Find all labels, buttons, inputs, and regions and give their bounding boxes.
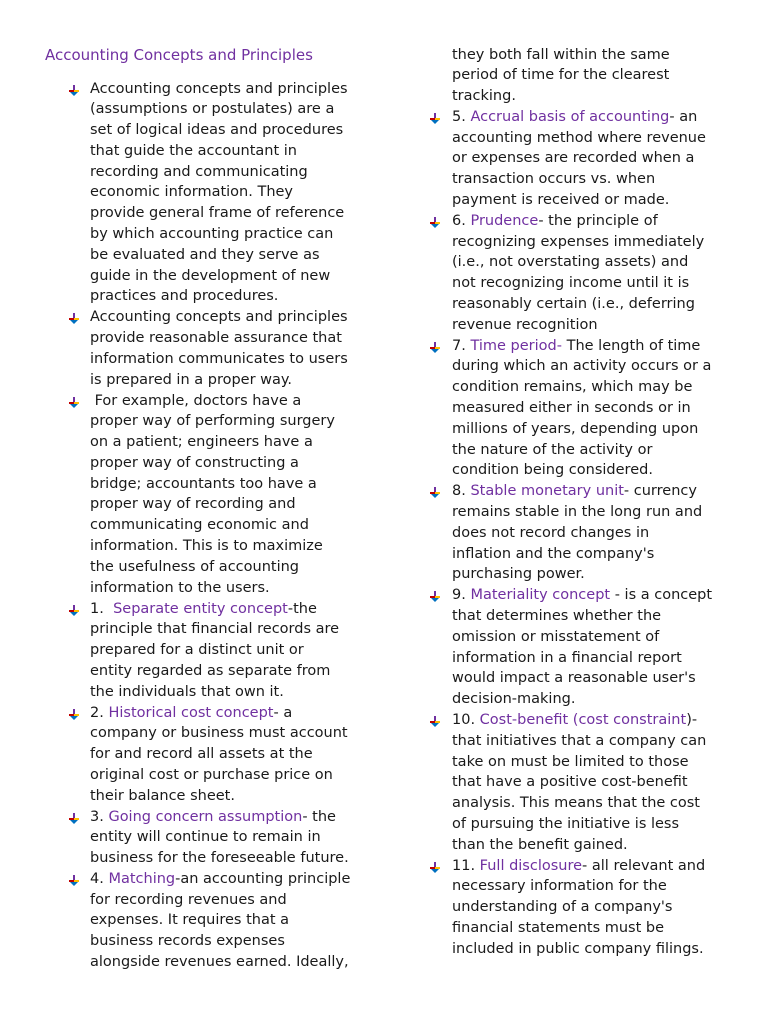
text-segment: the nature of the activity or [452, 441, 653, 458]
text-line [452, 606, 752, 627]
text-segment: accounting method where revenue [452, 129, 706, 146]
text-line [90, 141, 375, 162]
text-segment: bridge; accountants too have a [90, 475, 317, 492]
text-segment: remains stable in the long run and [452, 504, 703, 521]
text-line [90, 890, 375, 911]
paragraph [90, 599, 375, 703]
text-segment: proper way of performing surgery [90, 413, 335, 430]
text-segment: - an [669, 108, 698, 125]
text-segment: purchasing power. [452, 566, 585, 583]
text-line [90, 286, 375, 307]
text-segment: (i.e., not overstating assets) and [452, 254, 689, 271]
text-line [90, 786, 375, 807]
text-line [452, 710, 752, 731]
text-line [452, 398, 752, 419]
text-line [452, 169, 752, 190]
text-segment: prepared for a distinct unit or [90, 642, 304, 659]
text-line [452, 876, 752, 897]
text-segment: 10. [452, 712, 480, 729]
text-segment: -an accounting principle [175, 870, 351, 887]
text-line [452, 148, 752, 169]
text-line [90, 682, 375, 703]
text-segment: 5. [452, 108, 471, 125]
text-segment: for and record all assets at the [90, 746, 313, 763]
text-line [452, 689, 752, 710]
text-segment: necessary information for the [452, 878, 667, 895]
text-line [90, 328, 375, 349]
text-segment: understanding of a company's [452, 899, 673, 916]
text-segment: The length of time [561, 337, 701, 354]
text-segment: principle that financial records are [90, 621, 340, 638]
text-line [90, 453, 375, 474]
text-segment: provide reasonable assurance that [90, 330, 342, 347]
text-line [452, 772, 752, 793]
text-segment: decision-making. [452, 691, 576, 708]
text-line [90, 557, 375, 578]
text-segment: Accounting concepts and principles [90, 309, 348, 326]
text-segment: than the benefit gained. [452, 836, 628, 853]
bullet-arrow-icon [428, 860, 442, 874]
text-line [90, 931, 375, 952]
text-segment: 11. [452, 857, 480, 874]
text-segment: that determines whether the [452, 608, 662, 625]
text-segment: payment is received or made. [452, 192, 670, 209]
bullet-arrow-icon [428, 111, 442, 125]
text-line [452, 273, 752, 294]
paragraph [90, 703, 375, 807]
concept-term: Separate entity concept [113, 600, 288, 617]
text-line [90, 599, 375, 620]
text-segment: business for the foreseeable future. [90, 850, 349, 867]
text-segment: - the [302, 808, 336, 825]
text-line [452, 814, 752, 835]
text-segment: 2. [90, 704, 109, 721]
text-line [90, 848, 375, 869]
paragraph [452, 585, 752, 710]
text-line [452, 585, 752, 606]
bullet-arrow-icon [67, 395, 81, 409]
text-segment: for recording revenues and [90, 891, 287, 908]
text-segment: original cost or purchase price on [90, 766, 333, 783]
text-segment: during which an activity occurs or a [452, 358, 712, 375]
text-line [90, 79, 375, 100]
text-line [90, 182, 375, 203]
text-line [452, 336, 752, 357]
text-line [452, 211, 752, 232]
text-line [90, 619, 375, 640]
bullet-arrow-icon [428, 714, 442, 728]
text-line [452, 918, 752, 939]
text-line [90, 432, 375, 453]
text-segment: revenue recognition [452, 316, 598, 333]
text-segment: inflation and the company's [452, 545, 655, 562]
text-segment: condition remains, which may be [452, 379, 693, 396]
text-line [90, 307, 375, 328]
concept-term: Accrual basis of accounting [470, 108, 670, 125]
text-segment: entity regarded as separate from [90, 662, 331, 679]
text-line [452, 377, 752, 398]
paragraph [90, 869, 375, 973]
text-line [90, 203, 375, 224]
text-line [90, 703, 375, 724]
text-segment: provide general frame of reference [90, 205, 345, 222]
text-segment: information. This is to maximize [90, 538, 323, 555]
text-segment: millions of years, depending upon [452, 420, 699, 437]
text-line [452, 731, 752, 752]
concept-term: Matching [108, 870, 176, 887]
text-line [452, 65, 752, 86]
text-segment: - a [273, 704, 293, 721]
text-line [90, 349, 375, 370]
text-segment: 8. [452, 483, 471, 500]
text-line [90, 869, 375, 890]
text-segment: set of logical ideas and procedures [90, 122, 344, 139]
text-segment: information to the users. [90, 579, 270, 596]
text-segment: condition being considered. [452, 462, 653, 479]
bullet-arrow-icon [67, 311, 81, 325]
concept-term: Full disclosure [479, 857, 583, 874]
bullet-arrow-icon [67, 603, 81, 617]
page-title: Accounting Concepts and Principles [45, 46, 313, 64]
text-segment: proper way of recording and [90, 496, 296, 513]
text-line [90, 578, 375, 599]
text-segment: or expenses are recorded when a [452, 150, 695, 167]
paragraph [452, 211, 752, 336]
text-segment: take on must be limited to those [452, 753, 689, 770]
text-segment: tracking. [452, 88, 516, 105]
text-line [452, 45, 752, 66]
text-segment: information communicates to users [90, 350, 348, 367]
text-line [90, 807, 375, 828]
text-line [90, 120, 375, 141]
concept-term: Prudence [470, 212, 539, 229]
text-line [90, 827, 375, 848]
text-line [452, 752, 752, 773]
text-line [452, 856, 752, 877]
text-line [452, 523, 752, 544]
text-segment: 1. [90, 600, 114, 617]
text-segment: economic information. They [90, 184, 294, 201]
text-line [90, 536, 375, 557]
text-line [90, 266, 375, 287]
paragraph [90, 307, 375, 390]
text-line [90, 910, 375, 931]
text-segment: information in a financial report [452, 649, 682, 666]
text-segment: not recognizing income until it is [452, 275, 690, 292]
text-segment: the usefulness of accounting [90, 558, 299, 575]
bullet-arrow-icon [428, 215, 442, 229]
text-line [452, 460, 752, 481]
text-segment: that have a positive cost-benefit [452, 774, 688, 791]
text-segment: they both fall within the same [452, 46, 670, 63]
text-line [452, 564, 752, 585]
text-line [90, 391, 375, 412]
text-segment: recognizing expenses immediately [452, 233, 705, 250]
bullet-arrow-icon [67, 83, 81, 97]
text-segment: communicating economic and [90, 517, 309, 534]
text-segment: is prepared in a proper way. [90, 371, 293, 388]
text-line [90, 494, 375, 515]
paragraph [452, 481, 752, 585]
text-line [90, 515, 375, 536]
text-segment: recording and communicating [90, 163, 308, 180]
text-segment: omission or misstatement of [452, 628, 660, 645]
text-line [452, 939, 752, 960]
text-segment: entity will continue to remain in [90, 829, 321, 846]
text-segment: that guide the accountant in [90, 142, 297, 159]
text-line [452, 648, 752, 669]
concept-term: Time period- [470, 337, 562, 354]
text-line [90, 661, 375, 682]
bullet-arrow-icon [67, 707, 81, 721]
text-segment: - currency [623, 483, 697, 500]
bullet-arrow-icon [67, 873, 81, 887]
text-line [452, 627, 752, 648]
text-segment: company or business must account [90, 725, 348, 742]
text-line [90, 224, 375, 245]
text-line [452, 232, 752, 253]
text-segment: practices and procedures. [90, 288, 279, 305]
text-segment: does not record changes in [452, 524, 650, 541]
text-line [452, 419, 752, 440]
text-segment: of pursuing the initiative is less [452, 816, 680, 833]
text-line [452, 128, 752, 149]
text-segment: (assumptions or postulates) are a [90, 101, 335, 118]
text-segment: - is a concept [610, 587, 713, 604]
text-segment: would impact a reasonable user's [452, 670, 696, 687]
concept-term: Going concern assumption [108, 808, 303, 825]
text-line [90, 744, 375, 765]
text-line [452, 440, 752, 461]
text-segment: by which accounting practice can [90, 226, 334, 243]
text-line [452, 481, 752, 502]
text-line [90, 162, 375, 183]
text-segment: period of time for the clearest [452, 67, 670, 84]
text-line [452, 793, 752, 814]
text-line [452, 252, 752, 273]
text-segment: proper way of constructing a [90, 454, 299, 471]
text-line [90, 99, 375, 120]
paragraph [452, 856, 752, 960]
text-segment: expenses. It requires that a [90, 912, 290, 929]
concept-term: Materiality concept [470, 587, 611, 604]
text-segment: 3. [90, 808, 109, 825]
bullet-arrow-icon [67, 811, 81, 825]
text-line [90, 640, 375, 661]
text-segment: the individuals that own it. [90, 683, 284, 700]
text-line [452, 544, 752, 565]
concept-term: Stable monetary unit [470, 483, 624, 500]
text-segment: measured either in seconds or in [452, 400, 691, 417]
text-segment: that initiatives that a company can [452, 732, 707, 749]
text-segment: alongside revenues earned. Ideally, [90, 954, 349, 971]
text-line [452, 86, 752, 107]
paragraph [452, 710, 752, 856]
text-segment: Accounting concepts and principles [90, 80, 348, 97]
text-line [90, 370, 375, 391]
paragraph [452, 107, 752, 211]
text-line [90, 723, 375, 744]
text-line [452, 897, 752, 918]
concept-term: Historical cost concept [108, 704, 274, 721]
text-segment: included in public company filings. [452, 940, 704, 957]
paragraph [90, 391, 375, 599]
text-line [452, 190, 752, 211]
text-segment: 6. [452, 212, 471, 229]
text-line [90, 952, 375, 973]
bullet-arrow-icon [428, 340, 442, 354]
paragraph [90, 79, 375, 308]
paragraph [452, 336, 752, 482]
text-segment: guide in the development of new [90, 267, 331, 284]
paragraph [90, 807, 375, 869]
bullet-arrow-icon [428, 589, 442, 603]
text-segment: be evaluated and they serve as [90, 246, 320, 263]
text-segment: 9. [452, 587, 471, 604]
text-segment: 7. [452, 337, 471, 354]
text-line [452, 502, 752, 523]
text-segment: transaction occurs vs. when [452, 171, 656, 188]
text-line [452, 107, 752, 128]
bullet-arrow-icon [428, 485, 442, 499]
text-segment: business records expenses [90, 933, 285, 950]
concept-term: Cost-benefit (cost constraint [479, 712, 687, 729]
text-segment: For example, doctors have a [90, 392, 302, 409]
text-segment: analysis. This means that the cost [452, 795, 700, 812]
text-line [90, 765, 375, 786]
text-line [90, 474, 375, 495]
text-segment: -the [287, 600, 317, 617]
text-segment: financial statements must be [452, 920, 665, 937]
text-segment: 4. [90, 870, 109, 887]
text-segment: on a patient; engineers have a [90, 434, 313, 451]
text-line [90, 245, 375, 266]
text-line [452, 315, 752, 336]
text-segment: their balance sheet. [90, 787, 235, 804]
text-segment: reasonably certain (i.e., deferring [452, 296, 695, 313]
text-segment: - all relevant and [582, 857, 706, 874]
text-line [452, 668, 752, 689]
text-segment: - the principle of [538, 212, 658, 229]
text-line [452, 356, 752, 377]
paragraph [452, 45, 752, 107]
text-line [452, 294, 752, 315]
text-segment: )- [686, 712, 698, 729]
text-line [90, 411, 375, 432]
text-line [452, 835, 752, 856]
